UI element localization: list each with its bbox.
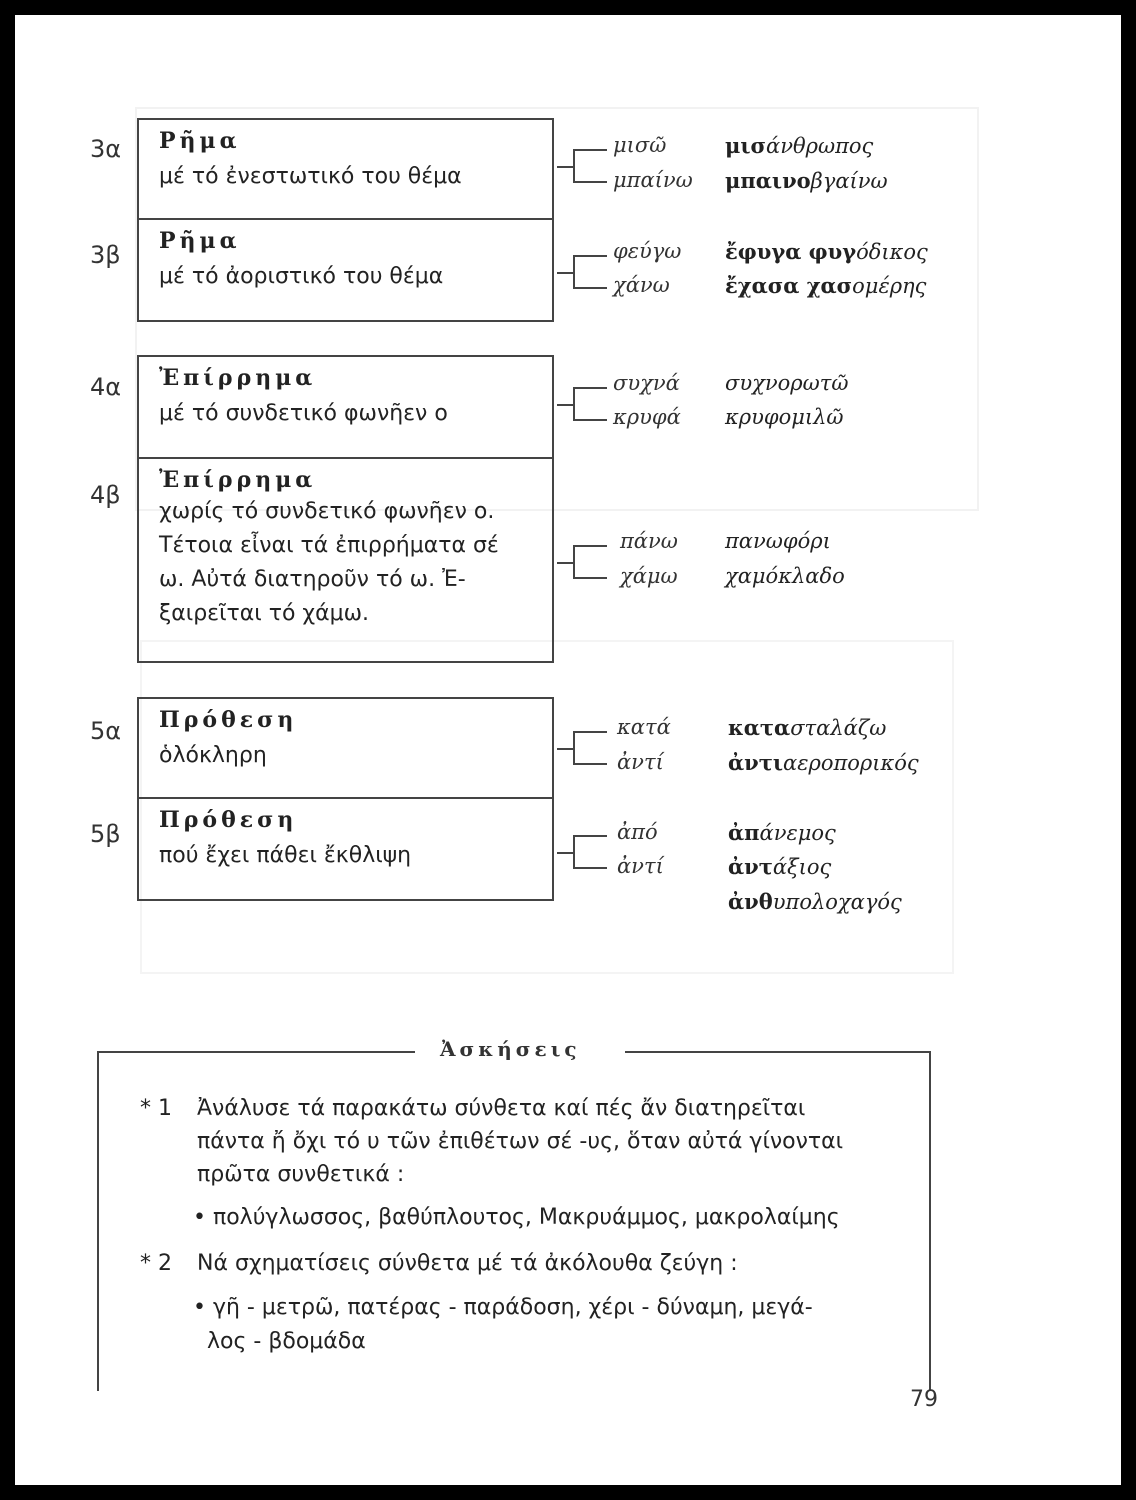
- source-word: ἀντί: [617, 854, 664, 878]
- row-label: 4β: [90, 481, 121, 509]
- source-word: ἀπό: [617, 820, 658, 844]
- exercise-marker: * 1: [140, 1096, 172, 1121]
- derived-word: ἀντιαεροπορικός: [728, 750, 919, 775]
- derived-word: πανωφόρι: [725, 529, 831, 553]
- cell-desc: χωρίς τό συνδετικό φωνῆεν ο.: [159, 499, 495, 524]
- page-number: 79: [910, 1387, 938, 1412]
- derived-word: μπαινοβγαίνω: [725, 168, 888, 193]
- cell-desc: μέ τό συνδετικό φωνῆεν ο: [159, 401, 448, 426]
- cell-title: Ἐπίρρημα: [159, 365, 317, 391]
- exercise-text: Ἀνάλυσε τά παρακάτω σύνθετα καί πές ἄν διατηρεῖται: [197, 1096, 806, 1121]
- exercise-bullet: λος - βδομάδα: [207, 1329, 366, 1354]
- row-label: 5β: [90, 820, 121, 848]
- bracket-icon: [573, 835, 607, 869]
- cell-desc: ω. Αὐτά διατηροῦν τό ω. Ἐ-: [159, 567, 466, 592]
- cell-desc: πού ἔχει πάθει ἔκθλιψη: [159, 843, 412, 868]
- preposition-table: [137, 697, 554, 901]
- row-label: 3α: [90, 135, 122, 163]
- adverb-without-o-cell: [139, 457, 552, 663]
- derived-word: ἔχασα χασομέρης: [725, 273, 927, 298]
- source-word: χάμω: [620, 564, 678, 588]
- derived-word: κρυφομιλῶ: [725, 405, 844, 429]
- derived-word: ἔφυγα φυγόδικος: [725, 239, 928, 264]
- adverb-table: [137, 355, 554, 663]
- exercise-text: Νά σχηματίσεις σύνθετα μέ τά ἀκόλουθα ζεύγη :: [197, 1251, 738, 1276]
- book-page: [15, 15, 1121, 1485]
- source-word: ἀντί: [617, 750, 664, 774]
- exercise-text: πάντα ἤ ὄχι τό υ τῶν ἐπιθέτων σέ -υς, ὅταν αὐτά γίνονται: [197, 1129, 844, 1154]
- cell-desc: ὁλόκληρη: [159, 743, 267, 768]
- cell-desc: μέ τό ἀοριστικό του θέμα: [159, 264, 444, 289]
- cell-title: Πρόθεση: [159, 707, 298, 733]
- exercise-marker: * 2: [140, 1251, 172, 1276]
- preposition-elision-cell: [139, 797, 552, 901]
- source-word: συχνά: [613, 371, 680, 395]
- row-label: 5α: [90, 717, 122, 745]
- exercise-text: πρῶτα συνθετικά :: [197, 1162, 405, 1187]
- source-word: χάνω: [613, 273, 670, 297]
- bracket-icon: [573, 387, 607, 421]
- source-word: μπαίνω: [613, 168, 693, 192]
- derived-word: ἀντάξιος: [728, 854, 832, 879]
- exercise-bullet: • γῆ - μετρῶ, πατέρας - παράδοση, χέρι - δύναμη, μεγά-: [193, 1295, 813, 1320]
- bracket-icon: [573, 255, 607, 289]
- cell-title: Ρῆμα: [159, 228, 241, 254]
- derived-word: ἀπάνεμος: [728, 820, 836, 845]
- verb-present-cell: [139, 120, 552, 218]
- exercises-title: Ἀσκήσεις: [440, 1037, 581, 1061]
- verb-table: [137, 118, 554, 322]
- source-word: κρυφά: [613, 405, 681, 429]
- cell-title: Ρῆμα: [159, 128, 241, 154]
- source-word: κατά: [617, 715, 671, 739]
- cell-title: Πρόθεση: [159, 807, 298, 833]
- row-label: 3β: [90, 241, 121, 269]
- source-word: φεύγω: [613, 239, 682, 263]
- cell-desc: Τέτοια εἶναι τά ἐπιρρήματα σέ: [159, 533, 499, 558]
- derived-word: ἀνθυπολοχαγός: [728, 889, 902, 914]
- exercise-bullet: • πολύγλωσσος, βαθύπλουτος, Μακρυάμμος, μακρολαίμης: [193, 1205, 840, 1230]
- bracket-icon: [573, 149, 607, 183]
- bracket-icon: [573, 731, 607, 765]
- derived-word: χαμόκλαδο: [725, 564, 845, 588]
- adverb-with-o-cell: [139, 357, 552, 457]
- preposition-whole-cell: [139, 699, 552, 797]
- derived-word: μισάνθρωπος: [725, 133, 874, 158]
- cell-desc: ξαιρεῖται τό χάμω.: [159, 601, 370, 626]
- derived-word: κατασταλάζω: [728, 715, 887, 740]
- bracket-icon: [573, 545, 607, 579]
- source-word: πάνω: [620, 529, 678, 553]
- verb-aorist-cell: [139, 218, 552, 322]
- cell-title: Ἐπίρρημα: [159, 467, 317, 493]
- cell-desc: μέ τό ἐνεστωτικό του θέμα: [159, 164, 462, 189]
- row-label: 4α: [90, 373, 122, 401]
- derived-word: συχνορωτῶ: [725, 371, 849, 395]
- source-word: μισῶ: [613, 133, 667, 157]
